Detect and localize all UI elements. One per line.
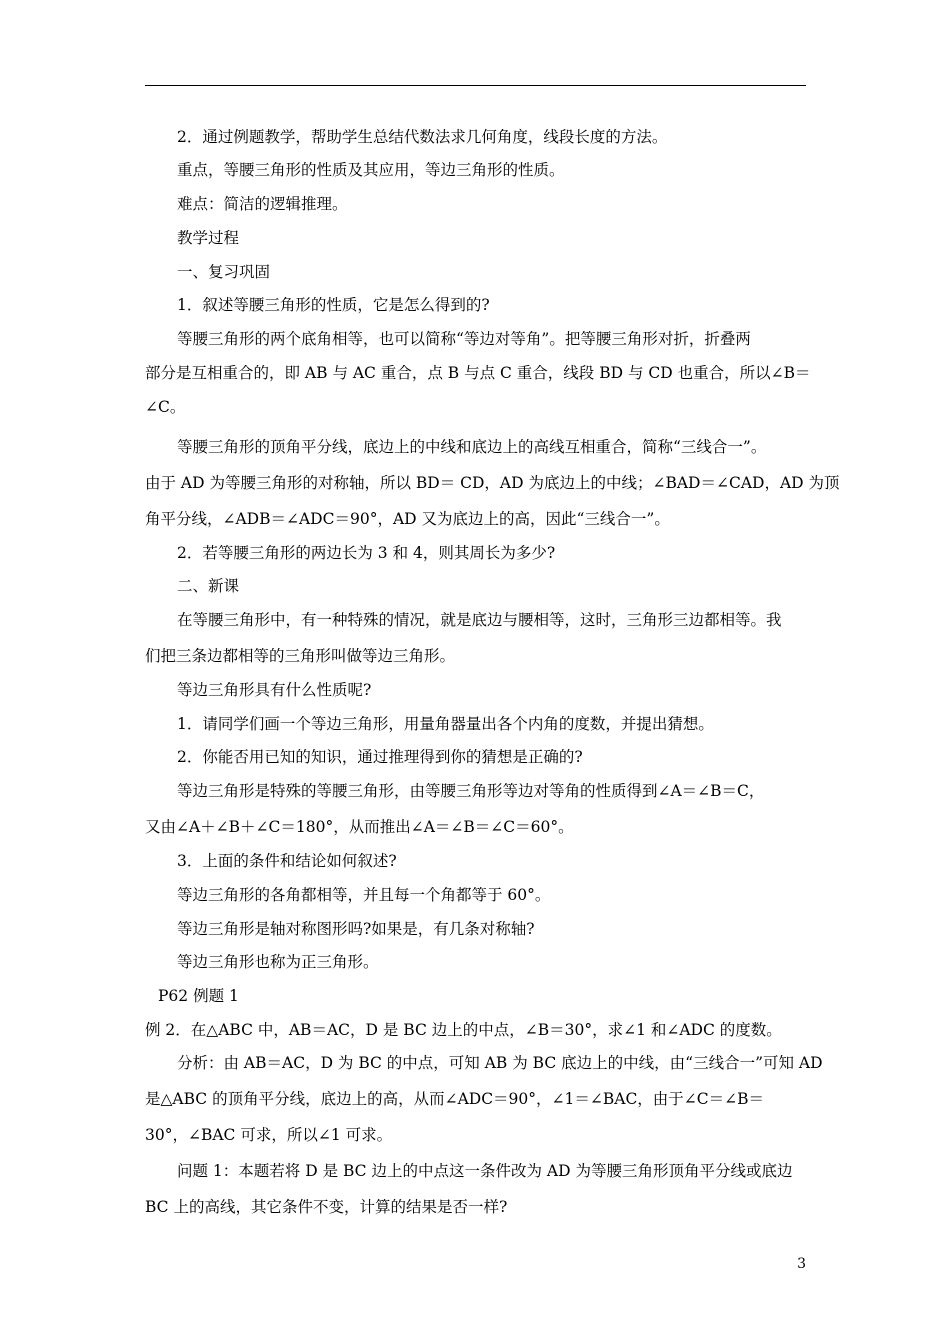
- text-line: 分析：由 AB＝AC，D 为 BC 的中点，可知 AB 为 BC 底边上的中线，由“三线合一”可知 AD: [177, 1054, 823, 1072]
- text-line: 问题 1：本题若将 D 是 BC 边上的中点这一条件改为 AD 为等腰三角形顶角平分线或底边: [177, 1162, 793, 1180]
- section-heading: 一、复习巩固: [177, 263, 271, 281]
- text-line: P62 例题 1: [158, 987, 239, 1005]
- text-line: BC 上的高线，其它条件不变，计算的结果是否一样?: [145, 1198, 508, 1216]
- text-line: 1．请同学们画一个等边三角形，用量角器量出各个内角的度数，并提出猜想。: [177, 715, 714, 733]
- text-line: 角平分线，∠ADB＝∠ADC＝90°，AD 又为底边上的高，因此“三线合一”。: [145, 510, 670, 528]
- text-line: 2．你能否用已知的知识，通过推理得到你的猜想是正确的?: [177, 748, 583, 766]
- text-line: 部分是互相重合的，即 AB 与 AC 重合，点 B 与点 C 重合，线段 BD 与 CD 也重合，所以∠B＝: [145, 364, 811, 382]
- text-line: 是△ABC 的顶角平分线，底边上的高，从而∠ADC＝90°，∠1＝∠BAC，由于∠C＝∠B＝: [145, 1090, 765, 1108]
- page-number: 3: [797, 1256, 806, 1272]
- text-line: 重点，等腰三角形的性质及其应用，等边三角形的性质。: [177, 161, 565, 179]
- text-line: 2．若等腰三角形的两边长为 3 和 4，则其周长为多少?: [177, 544, 556, 562]
- text-line: 30°，∠BAC 可求，所以∠1 可求。: [145, 1126, 393, 1144]
- text-line: 等边三角形具有什么性质呢?: [177, 681, 372, 699]
- text-line: 等腰三角形的顶角平分线，底边上的中线和底边上的高线互相重合，简称“三线合一”。: [177, 438, 767, 456]
- text-line: 教学过程: [177, 229, 240, 247]
- text-line: 又由∠A＋∠B＋∠C＝180°，从而推出∠A＝∠B＝∠C＝60°。: [145, 818, 574, 836]
- text-line: 等边三角形是轴对称图形吗?如果是，有几条对称轴?: [177, 920, 535, 938]
- text-line: 由于 AD 为等腰三角形的对称轴，所以 BD＝ CD，AD 为底边上的中线；∠BAD＝∠CAD，AD 为顶: [145, 474, 840, 492]
- text-line: 等边三角形的各角都相等，并且每一个角都等于 60°。: [177, 886, 551, 904]
- text-line: 们把三条边都相等的三角形叫做等边三角形。: [145, 647, 456, 665]
- text-line: 2．通过例题教学，帮助学生总结代数法求几何角度，线段长度的方法。: [177, 128, 668, 146]
- text-line: 等边三角形是特殊的等腰三角形，由等腰三角形等边对等角的性质得到∠A＝∠B＝C，: [177, 782, 765, 800]
- text-line: 1．叙述等腰三角形的性质，它是怎么得到的?: [177, 296, 490, 314]
- text-line: 在等腰三角形中，有一种特殊的情况，就是底边与腰相等，这时，三角形三边都相等。我: [177, 611, 782, 629]
- header-rule: [145, 85, 806, 86]
- text-line: ∠C。: [145, 398, 186, 416]
- section-heading: 二、新课: [177, 577, 240, 595]
- text-line: 例 2．在△ABC 中，AB＝AC，D 是 BC 边上的中点，∠B＝30°，求∠1 和∠ADC 的度数。: [145, 1021, 782, 1039]
- text-line: 等边三角形也称为正三角形。: [177, 953, 379, 971]
- text-line: 等腰三角形的两个底角相等，也可以简称“等边对等角”。把等腰三角形对折，折叠两: [177, 330, 751, 348]
- text-line: 难点：简洁的逻辑推理。: [177, 195, 348, 213]
- text-line: 3．上面的条件和结论如何叙述?: [177, 852, 397, 870]
